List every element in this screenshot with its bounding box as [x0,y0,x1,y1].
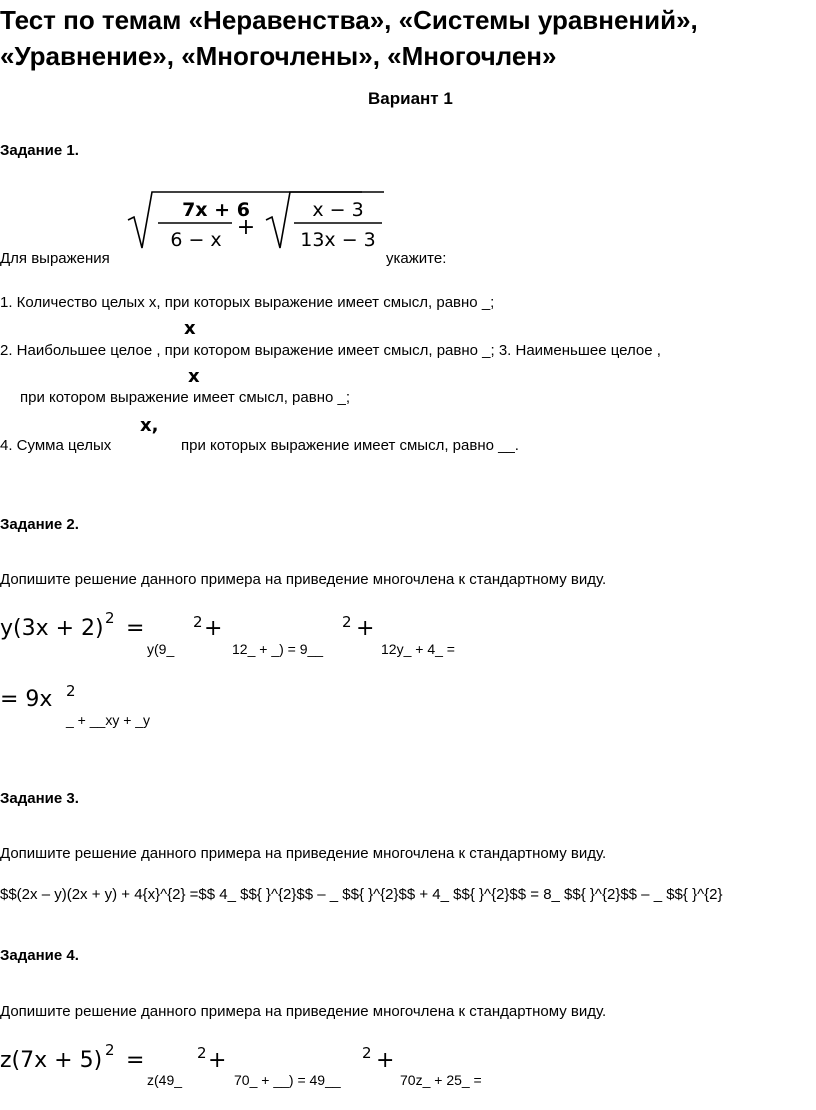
task4-lhs: z(7x + 5) [0,1048,103,1073]
task1-item-1: 1. Количество целых x, при которых выражение имеет смысл, равно _; [0,294,495,311]
fraction-1-numerator: 7x + 6 [182,199,250,221]
task4-heading: Задание 4. [0,947,79,964]
task2-line2-exponent: 2 [66,682,76,700]
fraction-1-denominator: 6 − x [170,229,222,251]
task1-item-3-continued: при котором выражение имеет смысл, равно _; [20,389,350,406]
title-line-2: «Уравнение», «Многочлены», «Многочлен» [0,41,557,71]
task2-exponent-2: 2 [342,613,352,631]
task4-lhs-exponent: 2 [105,1041,115,1059]
task4-exponent-1: 2 [197,1044,207,1062]
task1-heading: Задание 1. [0,142,79,159]
task4-plus-2: + [376,1048,395,1073]
task4-part-1: z(49_ [147,1072,183,1088]
task2-equals: = [126,616,145,641]
task3-heading: Задание 3. [0,790,79,807]
task2-lhs: y(3x + 2) [0,616,104,641]
task1-var-x-3: x, [140,415,159,436]
task4-equals: = [126,1048,145,1073]
task1-item-4-start: 4. Сумма целых [0,437,112,454]
task2-heading: Задание 2. [0,516,79,533]
task1-var-x-2: x [188,366,200,387]
task2-line2-rest: _ + __xy + _y [66,712,151,728]
task4-exponent-2: 2 [362,1044,372,1062]
task1-after: укажите: [386,250,447,267]
task2-line2-lhs: = 9x [0,687,53,712]
task3-intro: Допишите решение данного примера на приведение многочлена к стандартному виду. [0,845,607,862]
task2-part-2: 12_ + _) = 9__ [232,641,324,657]
task1-intro: Для выражения [0,250,110,267]
task1-item-4-end: при которых выражение имеет смысл, равно __. [181,437,519,454]
fraction-2-denominator: 13x − 3 [300,229,376,251]
task2-plus-2: + [356,616,375,641]
task2-part-1: y(9_ [147,641,175,657]
task4-intro: Допишите решение данного примера на приведение многочлена к стандартному виду. [0,1003,607,1020]
title-line-1: Тест по темам «Неравенства», «Системы уравнений», [0,5,698,35]
task2-intro: Допишите решение данного примера на приведение многочлена к стандартному виду. [0,571,607,588]
task2-exponent-1: 2 [193,613,203,631]
task2-plus-1: + [204,616,223,641]
task3-expression: $$(2x – y)(2x + y) + 4{x}^{2} =$$ 4_ $${ }^{2}$$ – _ $${ }^{2}$$ + 4_ $${ }^{2}$$ = 8_ $${ }^{2}$$ – _ $${ }^{2} [0,886,723,903]
task2-lhs-exponent: 2 [105,609,115,627]
task2-part-3: 12y_ + 4_ = [381,641,455,657]
fraction-2-numerator: x − 3 [312,199,364,221]
task4-plus-1: + [208,1048,227,1073]
task1-var-x-1: x [184,318,196,339]
task1-formula [126,190,388,260]
variant-label: Вариант 1 [368,89,453,108]
task1-item-2: 2. Наибольшее целое , при котором выражение имеет смысл, равно _; 3. Наименьшее целое , [0,342,661,359]
task4-part-3: 70z_ + 25_ = [400,1072,482,1088]
formula-plus: + [236,215,256,240]
task4-part-2: 70_ + __) = 49__ [234,1072,341,1088]
